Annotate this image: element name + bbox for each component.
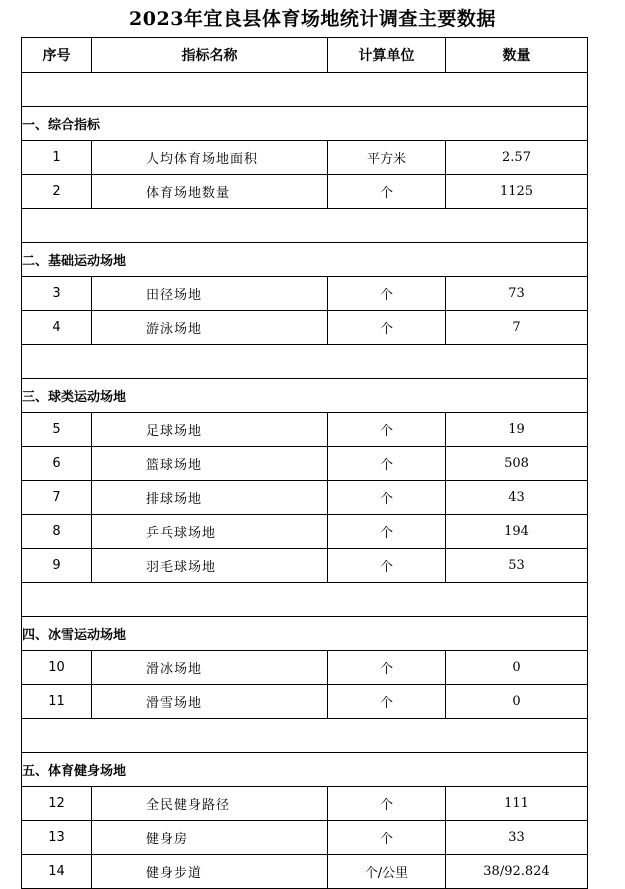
row-quantity: 2.57 [446, 141, 588, 175]
section-header-row [22, 243, 588, 277]
row-indicator-name: 排球场地 [92, 481, 328, 515]
row-quantity: 19 [446, 413, 588, 447]
table-row [22, 175, 588, 209]
row-quantity: 0 [446, 685, 588, 719]
row-unit: 个 [328, 821, 446, 855]
row-unit: 个 [328, 787, 446, 821]
row-unit: 个 [328, 549, 446, 583]
row-unit: 个 [328, 685, 446, 719]
section-title: 五、体育健身场地 [22, 753, 588, 787]
row-indicator-name: 游泳场地 [92, 311, 328, 345]
row-quantity: 33 [446, 821, 588, 855]
header-indicator-name: 指标名称 [92, 38, 328, 73]
section-spacer-cell [22, 209, 588, 243]
section-title: 四、冰雪运动场地 [22, 617, 588, 651]
row-unit: 个/公里 [328, 855, 446, 889]
row-quantity: 53 [446, 549, 588, 583]
section-header-row [22, 379, 588, 413]
table-row [22, 447, 588, 481]
table-header-row [22, 38, 588, 73]
section-spacer [22, 345, 588, 379]
table-row [22, 413, 588, 447]
table-row [22, 855, 588, 889]
row-quantity: 1125 [446, 175, 588, 209]
row-unit: 个 [328, 651, 446, 685]
row-indicator-name: 体育场地数量 [92, 175, 328, 209]
row-quantity: 38/92.824 [446, 855, 588, 889]
row-index: 2 [22, 175, 92, 209]
section-header-row [22, 617, 588, 651]
section-title: 一、综合指标 [22, 107, 588, 141]
row-indicator-name: 乒乓球场地 [92, 515, 328, 549]
section-spacer-cell [22, 719, 588, 753]
row-indicator-name: 滑雪场地 [92, 685, 328, 719]
row-quantity: 508 [446, 447, 588, 481]
row-index: 11 [22, 685, 92, 719]
table-body [22, 73, 588, 889]
table-row [22, 549, 588, 583]
header-quantity: 数量 [446, 38, 588, 73]
row-index: 12 [22, 787, 92, 821]
table-row [22, 821, 588, 855]
table-row [22, 787, 588, 821]
row-indicator-name: 田径场地 [92, 277, 328, 311]
row-quantity: 0 [446, 651, 588, 685]
table-row [22, 277, 588, 311]
section-spacer [22, 209, 588, 243]
row-index: 8 [22, 515, 92, 549]
row-indicator-name: 足球场地 [92, 413, 328, 447]
table-row [22, 651, 588, 685]
row-indicator-name: 滑冰场地 [92, 651, 328, 685]
row-unit: 个 [328, 175, 446, 209]
table-row [22, 141, 588, 175]
section-spacer-cell [22, 583, 588, 617]
header-unit: 计算单位 [328, 38, 446, 73]
row-indicator-name: 羽毛球场地 [92, 549, 328, 583]
section-spacer [22, 719, 588, 753]
section-spacer-cell [22, 345, 588, 379]
section-spacer [22, 583, 588, 617]
row-index: 3 [22, 277, 92, 311]
row-unit: 个 [328, 515, 446, 549]
row-index: 14 [22, 855, 92, 889]
row-quantity: 43 [446, 481, 588, 515]
row-index: 5 [22, 413, 92, 447]
section-spacer [22, 73, 588, 107]
row-index: 1 [22, 141, 92, 175]
row-quantity: 111 [446, 787, 588, 821]
row-quantity: 7 [446, 311, 588, 345]
row-unit: 平方米 [328, 141, 446, 175]
row-index: 6 [22, 447, 92, 481]
row-quantity: 73 [446, 277, 588, 311]
row-indicator-name: 全民健身路径 [92, 787, 328, 821]
statistics-table [21, 37, 588, 889]
row-unit: 个 [328, 277, 446, 311]
header-index: 序号 [22, 38, 92, 73]
row-indicator-name: 健身步道 [92, 855, 328, 889]
section-title: 三、球类运动场地 [22, 379, 588, 413]
row-index: 13 [22, 821, 92, 855]
row-unit: 个 [328, 311, 446, 345]
row-indicator-name: 健身房 [92, 821, 328, 855]
row-indicator-name: 篮球场地 [92, 447, 328, 481]
row-index: 10 [22, 651, 92, 685]
row-indicator-name: 人均体育场地面积 [92, 141, 328, 175]
row-index: 9 [22, 549, 92, 583]
table-row [22, 685, 588, 719]
row-quantity: 194 [446, 515, 588, 549]
row-unit: 个 [328, 481, 446, 515]
row-unit: 个 [328, 413, 446, 447]
row-index: 4 [22, 311, 92, 345]
table-row [22, 311, 588, 345]
row-unit: 个 [328, 447, 446, 481]
page-title: 2023年宜良县体育场地统计调查主要数据 [129, 8, 496, 30]
section-header-row [22, 753, 588, 787]
row-index: 7 [22, 481, 92, 515]
section-header-row [22, 107, 588, 141]
table-row [22, 515, 588, 549]
section-spacer-cell [22, 73, 588, 107]
table-row [22, 481, 588, 515]
section-title: 二、基础运动场地 [22, 243, 588, 277]
